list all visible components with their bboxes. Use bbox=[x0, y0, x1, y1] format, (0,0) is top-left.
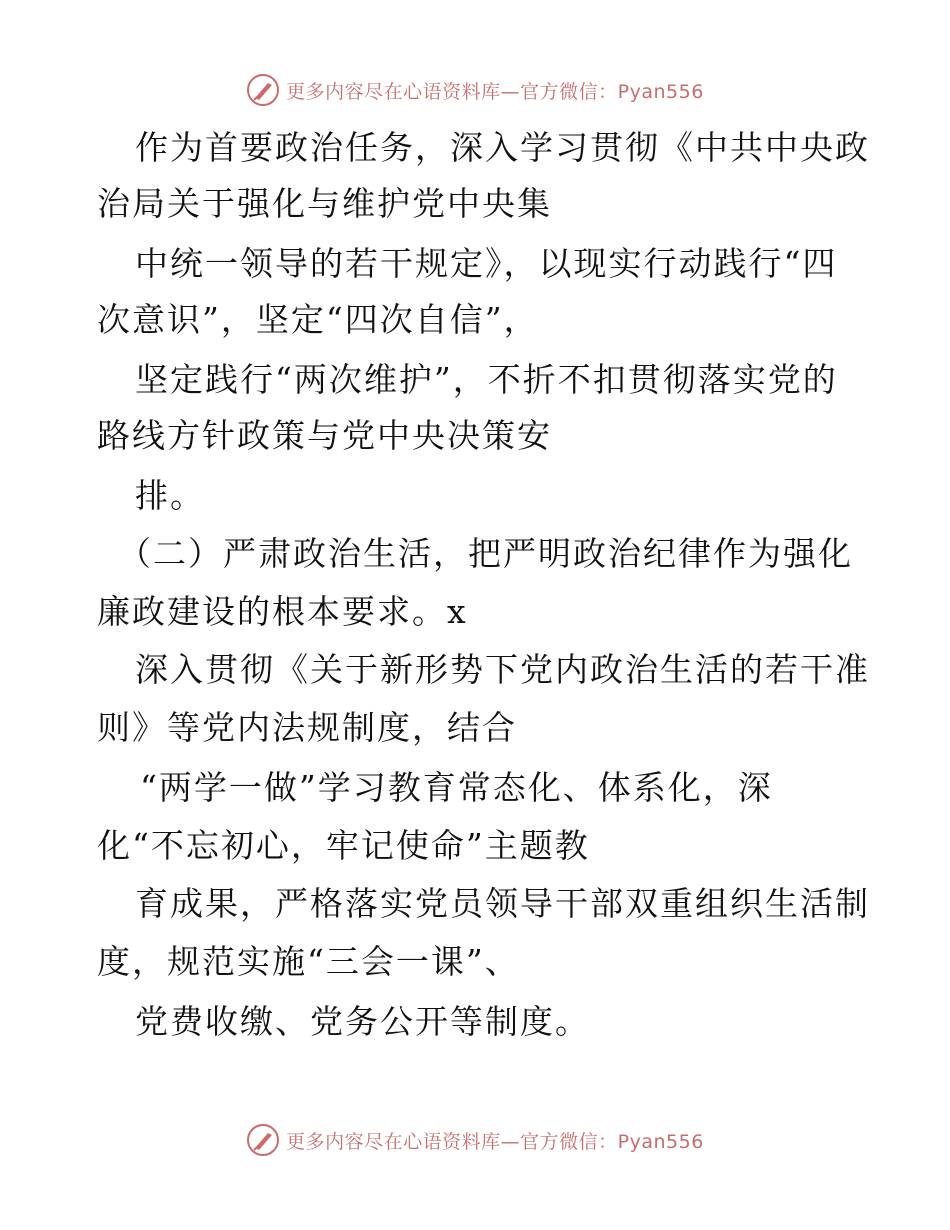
body-line: 排。 bbox=[135, 476, 205, 515]
body-line: “两学一做”学习教育常态化、体系化，深 bbox=[140, 768, 773, 807]
body-line: 中统一领导的若干规定》，以现实行动践行“四 bbox=[135, 244, 838, 283]
body-line: 育成果，严格落实党员领导干部双重组织生活制 bbox=[135, 884, 870, 923]
body-line: 廉政建设的根本要求。x bbox=[97, 592, 468, 631]
body-line: 作为首要政治任务，深入学习贯彻《中共中央政 bbox=[135, 128, 870, 167]
body-line: 次意识”，坚定“四次自信”， bbox=[97, 300, 539, 339]
footer-banner-text: 更多内容尽在心语资料库—官方微信：Pyan556 bbox=[286, 1130, 704, 1153]
body-line: 化“不忘初心，牢记使命”主题教 bbox=[97, 826, 590, 865]
header-banner-text: 更多内容尽在心语资料库—官方微信：Pyan556 bbox=[286, 80, 704, 103]
body-line: 坚定践行“两次维护”，不折不扣贯彻落实党的 bbox=[135, 360, 838, 399]
body-line: （二）严肃政治生活，把严明政治纪律作为强化 bbox=[118, 534, 853, 573]
body-line: 路线方针政策与党中央决策安 bbox=[97, 416, 552, 455]
body-line: 深入贯彻《关于新形势下党内政治生活的若干准 bbox=[135, 650, 870, 689]
body-line: 度，规范实施“三会一课”、 bbox=[97, 942, 520, 981]
body-line: 党费收缴、党务公开等制度。 bbox=[135, 1002, 590, 1041]
body-line: 则》等党内法规制度，结合 bbox=[97, 708, 517, 747]
footer-watermark-banner bbox=[0, 1120, 950, 1160]
body-line: 治局关于强化与维护党中央集 bbox=[97, 184, 552, 223]
quill-pen-logo-icon bbox=[246, 1123, 280, 1157]
